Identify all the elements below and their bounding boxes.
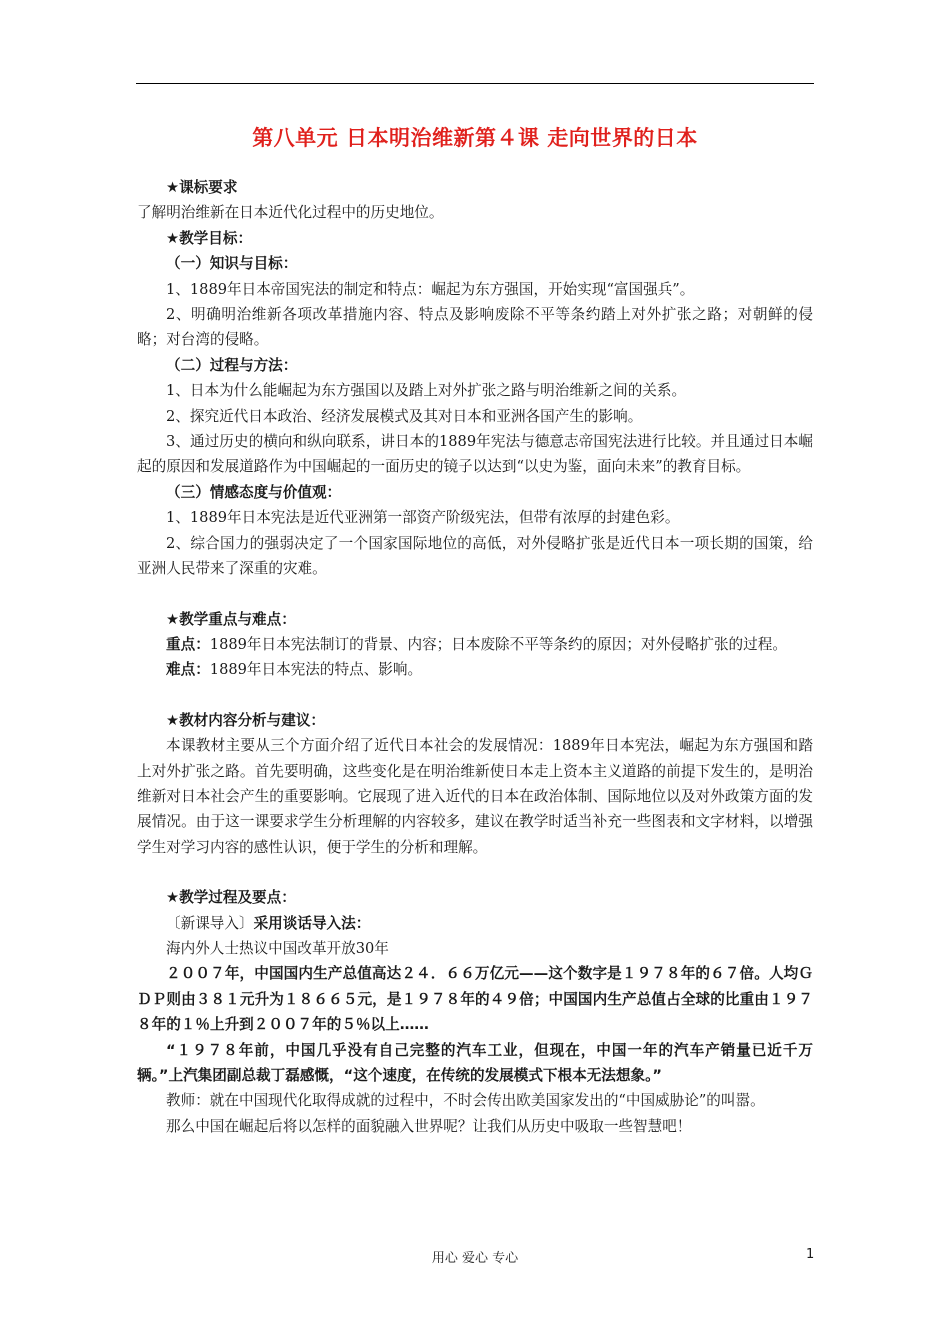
key-point-text: 1889年日本宪法制订的背景、内容；日本废除不平等条约的原因；对外侵略扩张的过程。 bbox=[209, 635, 787, 653]
difficulty-label: 难点： bbox=[166, 661, 210, 679]
values-item-1: 1、1889年日本宪法是近代亚洲第一部资产阶级宪法，但带有浓厚的封建色彩。 bbox=[166, 509, 680, 527]
page-title: 第八单元 日本明治维新第４课 走向世界的日本 bbox=[252, 126, 698, 150]
difficulty-paragraph bbox=[137, 657, 813, 682]
section-heading-key-points: ★教学重点与难点： bbox=[166, 610, 296, 628]
quote-auto-industry: “１９７８年前，中国几乎没有自己完整的汽车工业，但现在，中国一年的汽车产销量已近千万辆。”上汽集团副总裁丁磊感慨，“这个速度，在传统的发展模式下根本无法想象。” bbox=[137, 1041, 813, 1084]
teacher-remark: 教师：就在中国现代化取得成就的过程中，不时会传出欧美国家发出的“中国威胁论”的叫嚣。 bbox=[166, 1092, 765, 1110]
intro-method: 采用谈话导入法： bbox=[253, 914, 371, 932]
values-item-2: 2、综合国力的强弱决定了一个国家国际地位的高低，对外侵略扩张是近代日本一项长期的国策，给亚洲人民带来了深重的灾难。 bbox=[137, 534, 813, 578]
quote-statistics: ２００７年，中国国内生产总值高达２４．６６万亿元——这个数字是１９７８年的６７倍。人均ＧＤＰ则由３８１元升为１８６６５元，是１９７８年的４９倍；中国国内生产总值占全球的比重由１９７８年的１％上升到２００７年的５％以上…… bbox=[137, 965, 813, 1034]
difficulty-text: 1889年日本宪法的特点、影响。 bbox=[209, 661, 423, 679]
document-body bbox=[137, 175, 813, 1139]
key-point-paragraph bbox=[137, 632, 813, 657]
section-heading-process: ★教学过程及要点： bbox=[166, 889, 296, 907]
intro-paragraph bbox=[137, 911, 813, 936]
section-heading-objectives: ★教学目标： bbox=[166, 229, 253, 247]
knowledge-item-1: 1、1889年日本帝国宪法的制定和特点：崛起为东方强国，开始实现“富国强兵”。 bbox=[166, 280, 695, 298]
closing-question: 那么中国在崛起后将以怎样的面貌融入世界呢？让我们从历史中吸取一些智慧吧！ bbox=[166, 1117, 692, 1135]
footer-motto: 用心 爱心 专心 bbox=[431, 1251, 519, 1266]
process-item-2: 2、探究近代日本政治、经济发展模式及其对日本和亚洲各国产生的影响。 bbox=[166, 407, 643, 425]
process-item-3: 3、通过历史的横向和纵向联系，讲日本的1889年宪法与德意志帝国宪法进行比较。并且通过日本崛起的原因和发展道路作为中国崛起的一面历史的镜子以达到“以史为鉴，面向未来”的教育目标。 bbox=[137, 433, 813, 476]
header-rule bbox=[136, 83, 814, 84]
analysis-text: 本课教材主要从三个方面介绍了近代日本社会的发展情况：1889年日本宪法，崛起为东方强国和踏上对外扩张之路。首先要明确，这些变化是在明治维新使日本走上资本主义道路的前提下发生的，是明治维新对日本社会产生的重要影响。它展现了进入近代的日本在政治体制、国际地位以及对外政策方面的发展情况。由于这一课要求学生分析理解的内容较多，建议在教学时适当补充一些图表和文字材料，以增强学生对学习内容的感性认识，便于学生的分析和理解。 bbox=[137, 737, 813, 856]
standards-text: 了解明治维新在日本近代化过程中的历史地位。 bbox=[137, 204, 444, 222]
intro-line: 海内外人士热议中国改革开放30年 bbox=[166, 939, 389, 957]
key-point-label: 重点： bbox=[166, 635, 210, 653]
subheading-values: （三）情感态度与价值观： bbox=[166, 483, 342, 501]
page-number: 1 bbox=[806, 1247, 815, 1262]
section-heading-analysis: ★教材内容分析与建议： bbox=[166, 711, 326, 729]
process-item-1: 1、日本为什么能崛起为东方强国以及踏上对外扩张之路与明治维新之间的关系。 bbox=[166, 382, 687, 400]
section-heading-standards: ★课标要求 bbox=[166, 179, 238, 196]
intro-label: 〔新课导入〕 bbox=[166, 914, 254, 932]
subheading-process: （二）过程与方法： bbox=[166, 356, 298, 374]
knowledge-item-2: 2、明确明治维新各项改革措施内容、特点及影响废除不平等条约踏上对外扩张之路；对朝鲜的侵略；对台湾的侵略。 bbox=[137, 306, 813, 349]
subheading-knowledge: （一）知识与目标： bbox=[166, 255, 298, 273]
